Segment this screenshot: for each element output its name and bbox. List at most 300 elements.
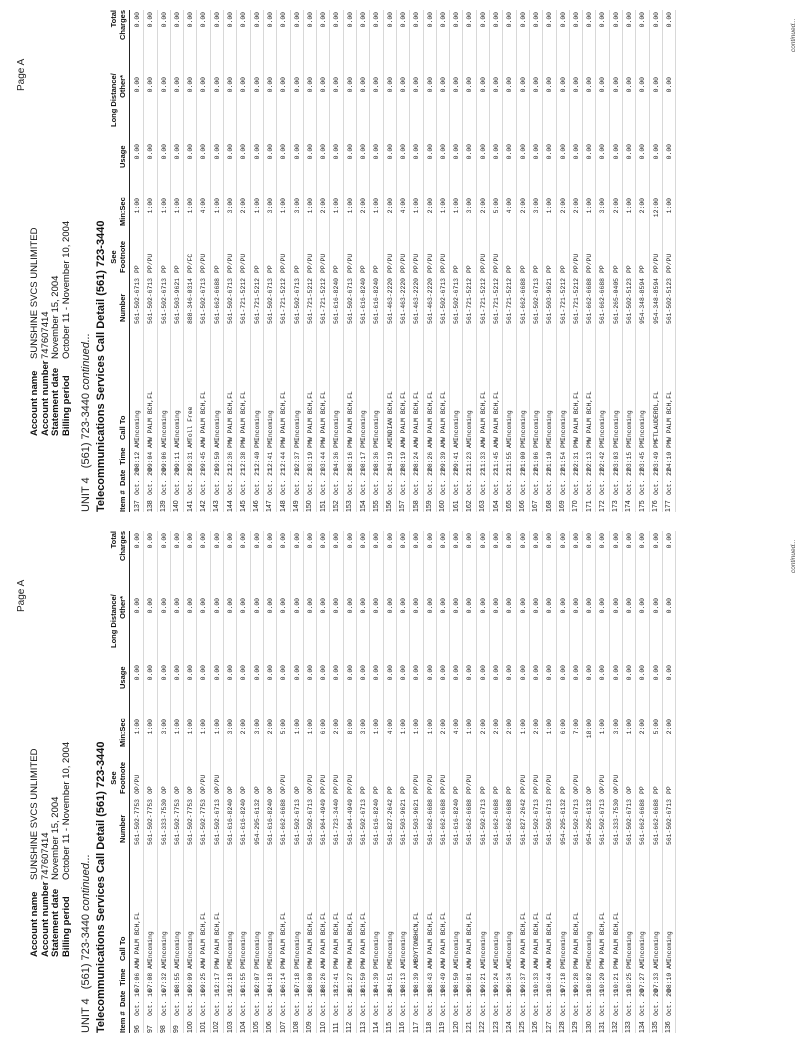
table-row	[490, 10, 503, 512]
usage-charge: 0.00	[439, 665, 447, 681]
call-duration: 3:00	[266, 198, 274, 214]
item-number: 134	[638, 1021, 646, 1033]
call-footnote: PP/PU	[665, 253, 673, 273]
total-charge: 0.00	[147, 533, 155, 549]
total-charge: 0.00	[639, 533, 647, 549]
usage-charge: 0.00	[625, 665, 633, 681]
table-row	[424, 10, 437, 512]
call-duration: 2:00	[572, 198, 580, 214]
total-charge: 0.00	[213, 533, 221, 549]
call-time: 08:17 PM	[360, 440, 368, 471]
call-to: Toll Free	[187, 406, 195, 441]
call-date: Oct. 19	[439, 989, 447, 1016]
call-duration: 1:00	[453, 198, 461, 214]
call-duration: 5:00	[493, 198, 501, 214]
total-charge: 0.00	[413, 12, 421, 28]
long-distance-charge: 0.00	[519, 598, 527, 614]
account-name-label: Account name	[29, 370, 40, 436]
call-duration: 1:00	[306, 719, 314, 735]
call-time: 08:10 AM	[665, 961, 673, 992]
long-distance-charge: 0.00	[200, 77, 208, 93]
call-footnote: PP	[639, 265, 647, 273]
total-charge: 0.00	[625, 12, 633, 28]
call-date: Oct. 19	[572, 989, 580, 1016]
call-number: 561-662-6688	[599, 277, 607, 324]
long-distance-charge: 0.00	[506, 77, 514, 93]
col-minsec: Min:Sec	[117, 197, 127, 226]
usage-charge: 0.00	[665, 665, 673, 681]
total-charge: 0.00	[426, 533, 434, 549]
usage-charge: 0.00	[532, 665, 540, 681]
usage-charge: 0.00	[479, 665, 487, 681]
usage-charge: 0.00	[160, 144, 168, 160]
call-footnote: PP/PU	[320, 774, 328, 794]
call-number: 561-502-7753	[187, 798, 195, 845]
call-number: 561-502-6713	[200, 277, 208, 324]
call-number: 561-502-7753	[173, 798, 181, 845]
call-to: Incoming	[160, 410, 168, 441]
table-row	[410, 531, 423, 1033]
call-footnote: OP/PU	[599, 774, 607, 794]
call-duration: 2:00	[479, 198, 487, 214]
table-row	[251, 531, 264, 1033]
call-footnote: PP	[333, 265, 341, 273]
call-duration: 4:00	[399, 198, 407, 214]
col-item: Item #	[117, 490, 127, 512]
total-charge: 0.00	[506, 533, 514, 549]
item-number: 109	[306, 1021, 314, 1033]
call-footnote: PP	[625, 265, 633, 273]
usage-charge: 0.00	[360, 144, 368, 160]
table-row	[144, 10, 157, 512]
statement-page-right	[0, 1, 809, 522]
call-date: Oct. 22	[625, 468, 633, 495]
usage-charge: 0.00	[134, 665, 141, 681]
call-footnote: PP	[466, 265, 474, 273]
call-duration: 3:00	[466, 198, 474, 214]
item-number: 149	[293, 500, 301, 512]
call-number: 561-616-8240	[373, 798, 381, 845]
call-number: 561-503-9621	[399, 798, 407, 845]
call-number: 561-502-6713	[213, 798, 221, 845]
call-date: Oct. 18	[360, 989, 368, 1016]
total-charge: 0.00	[453, 533, 461, 549]
item-number: 158	[412, 500, 420, 512]
call-time: 09:21 AM	[479, 961, 487, 992]
section-title: Telecommunications Services Call Detail (561) 723-3440	[95, 741, 107, 1033]
call-duration: 2:00	[479, 719, 487, 735]
usage-charge: 0.00	[519, 144, 527, 160]
unit-label: UNIT 4	[80, 998, 92, 1033]
call-date: Oct. 16	[253, 989, 261, 1016]
call-to: W PALM BCH,FL	[426, 391, 434, 441]
usage-charge: 0.00	[227, 665, 235, 681]
total-charge: 0.00	[559, 12, 567, 28]
call-date: Oct. 22	[665, 468, 673, 495]
call-time: 07:18 PM	[559, 961, 567, 992]
usage-charge: 0.00	[546, 665, 554, 681]
call-to: W PALM BCH,FL	[439, 391, 447, 441]
call-date: Oct. 21	[280, 468, 288, 495]
call-time: 03:45 PM	[639, 440, 647, 471]
call-to: BOYTONBHCN,FL	[413, 912, 421, 962]
call-date: Oct. 22	[493, 468, 501, 495]
item-number: 104	[239, 1021, 247, 1033]
call-duration: 5:00	[280, 719, 288, 735]
call-duration: 5:00	[652, 719, 660, 735]
table-row	[610, 10, 623, 512]
call-date: Oct. 20	[652, 989, 660, 1016]
call-to: Incoming	[506, 410, 514, 441]
call-number: 561-721-5212	[306, 277, 314, 324]
call-number: 561-616-8240	[266, 798, 274, 845]
col-footnote-label: Footnote	[117, 240, 127, 273]
call-number: 561-662-6688	[519, 277, 527, 324]
call-number: 561-616-8240	[333, 277, 341, 324]
call-footnote: OP	[240, 786, 248, 794]
total-charge: 0.00	[173, 533, 181, 549]
item-number: 157	[399, 500, 407, 512]
call-date: Oct. 18	[373, 989, 381, 1016]
call-footnote: PP	[373, 786, 381, 794]
table-header	[109, 10, 130, 512]
call-time: 03:19 PM	[306, 440, 314, 471]
call-date: Oct. 19	[559, 989, 567, 1016]
table-row	[424, 531, 437, 1033]
call-to: Incoming	[532, 410, 540, 441]
call-footnote: OP	[147, 786, 155, 794]
long-distance-charge: 0.00	[333, 598, 341, 614]
page-label: Page A	[16, 579, 27, 612]
call-duration: 1:00	[546, 719, 554, 735]
total-charge: 0.00	[240, 533, 248, 549]
call-date: Oct. 21	[293, 468, 301, 495]
usage-charge: 0.00	[240, 665, 248, 681]
call-number: 561-502-6713	[360, 798, 368, 845]
call-footnote: PP	[386, 786, 394, 794]
usage-charge: 0.00	[439, 144, 447, 160]
call-to: Incoming	[665, 931, 673, 962]
usage-charge: 0.00	[266, 665, 274, 681]
call-duration: 2:00	[320, 198, 328, 214]
call-date: Oct. 22	[612, 468, 620, 495]
table-row	[317, 10, 330, 512]
usage-charge: 0.00	[147, 665, 155, 681]
call-date: Oct. 22	[639, 468, 647, 495]
call-date: Oct. 16	[227, 989, 235, 1016]
call-footnote: PP/PU	[426, 253, 434, 273]
long-distance-charge: 0.00	[306, 598, 314, 614]
call-number: 561-662-6688	[493, 798, 501, 845]
long-distance-charge: 0.00	[586, 77, 594, 93]
call-date: Oct. 22	[439, 468, 447, 495]
call-to: Incoming	[253, 410, 261, 441]
call-time: 09:24 AM	[493, 961, 501, 992]
item-number: 148	[279, 500, 287, 512]
item-number: 163	[479, 500, 487, 512]
call-to: W PALM BCH,FL	[532, 912, 540, 962]
item-number: 111	[332, 1022, 340, 1033]
item-number: 154	[359, 500, 367, 512]
item-number: 108	[293, 1021, 301, 1033]
call-to: Incoming	[147, 931, 155, 962]
call-number: 561-502-6713	[453, 277, 461, 324]
statement-page-left	[0, 522, 809, 1043]
call-to: Incoming	[652, 931, 660, 962]
call-number: 561-502-7753	[200, 798, 208, 845]
col-minsec: Min:Sec	[117, 718, 127, 747]
call-date: Oct. 19	[466, 989, 474, 1016]
total-charge: 0.00	[293, 533, 301, 549]
call-duration: 1:00	[213, 198, 221, 214]
call-time: 01:10 PM	[546, 440, 554, 471]
account-number-label: Account number	[39, 360, 51, 436]
call-duration: 2:00	[439, 719, 447, 735]
call-footnote: PP	[253, 265, 261, 273]
total-charge: 0.00	[466, 533, 474, 549]
item-number: 169	[559, 500, 566, 512]
call-duration: 1:00	[253, 198, 261, 214]
long-distance-charge: 0.00	[652, 77, 660, 93]
call-footnote: PP	[453, 786, 461, 794]
call-time: 09:28 PM	[572, 961, 580, 992]
call-date: Oct. 20	[160, 468, 168, 495]
total-charge: 0.00	[346, 533, 354, 549]
call-time: 12:41 PM	[266, 440, 274, 471]
call-time: 09:37 AM	[519, 961, 527, 992]
total-charge: 0.00	[134, 533, 141, 549]
call-to: Incoming	[293, 410, 301, 441]
table-row	[357, 10, 370, 512]
call-date: Oct. 18	[386, 989, 394, 1016]
long-distance-charge: 0.00	[134, 77, 141, 93]
table-row	[291, 531, 304, 1033]
call-date: Oct. 20	[665, 989, 673, 1016]
call-to: Incoming	[586, 931, 594, 962]
total-charge: 0.00	[173, 12, 181, 28]
total-charge: 0.00	[599, 12, 607, 28]
long-distance-charge: 0.00	[426, 77, 434, 93]
long-distance-charge: 0.00	[479, 598, 487, 614]
call-footnote: PP/PU	[546, 774, 554, 794]
call-to: Incoming	[639, 410, 647, 441]
call-number: 561-502-6713	[306, 798, 314, 845]
call-date: Oct. 19	[586, 989, 594, 1016]
usage-charge: 0.00	[532, 144, 540, 160]
call-time: 11:33 AM	[479, 440, 487, 471]
item-number: 97	[146, 1025, 154, 1033]
call-to: W PALM BCH,FL	[200, 912, 208, 962]
usage-charge: 0.00	[293, 665, 301, 681]
col-ld-line1: Long Distance/	[109, 594, 118, 648]
call-time: 08:26 AM	[426, 440, 434, 471]
table-row	[211, 10, 224, 512]
call-to: Incoming	[213, 410, 221, 441]
call-number: 561-721-5212	[479, 277, 487, 324]
call-duration: 3:00	[227, 198, 235, 214]
call-date: Oct. 22	[453, 468, 461, 495]
item-number: 117	[412, 1021, 420, 1033]
call-to: W PALM BCH,FL	[479, 391, 487, 441]
item-number: 140	[173, 500, 181, 512]
table-row	[171, 531, 184, 1033]
call-number: 561-662-6688	[506, 798, 514, 845]
total-charge: 0.00	[386, 12, 394, 28]
item-number: 103	[226, 1021, 234, 1033]
call-date: Oct. 22	[559, 468, 567, 495]
total-charge: 0.00	[360, 533, 368, 549]
usage-charge: 0.00	[559, 144, 567, 160]
call-duration: 1:00	[373, 198, 381, 214]
item-number: 130	[585, 1021, 593, 1033]
col-long-distance	[110, 596, 127, 648]
call-to: Incoming	[173, 410, 181, 441]
long-distance-charge: 0.00	[306, 77, 314, 93]
long-distance-charge: 0.00	[546, 598, 554, 614]
page-label: Page A	[16, 58, 27, 91]
col-total-line2: Charges	[117, 10, 127, 41]
section-title: Telecommunications Services Call Detail (561) 723-3440	[95, 220, 107, 512]
table-row	[610, 531, 623, 1033]
call-time: 10:21 PM	[612, 961, 620, 992]
call-to: W PALM BCH,FL	[346, 391, 354, 441]
total-charge: 0.00	[373, 12, 381, 28]
item-number: 99	[173, 1025, 181, 1033]
table-row	[596, 531, 609, 1033]
continued-footer: continued...	[790, 18, 797, 52]
call-footnote: PP/PU	[386, 253, 394, 273]
long-distance-charge: 0.00	[612, 598, 620, 614]
call-number: 954-348-8594	[639, 277, 647, 324]
usage-charge: 0.00	[639, 665, 647, 681]
call-footnote: PP/PU	[346, 774, 354, 794]
call-duration: 6:00	[559, 719, 567, 735]
table-row	[131, 10, 144, 512]
call-footnote: PP	[506, 265, 514, 273]
call-to: W PALM BCH,FL	[213, 912, 221, 962]
call-date: Oct. 21	[306, 468, 314, 495]
call-duration: 1:00	[586, 198, 594, 214]
call-footnote: PP/PU	[439, 253, 447, 273]
call-time: 12:44 PM	[280, 440, 288, 471]
call-date: Oct. 20	[147, 468, 155, 495]
long-distance-charge: 0.00	[559, 77, 567, 93]
table-row	[490, 531, 503, 1033]
call-to: Incoming	[506, 931, 514, 962]
call-time: 03:03 PM	[612, 440, 620, 471]
item-number: 166	[519, 500, 527, 512]
call-date: Oct. 22	[413, 468, 421, 495]
call-duration: 1:00	[373, 719, 381, 735]
total-charge: 0.00	[426, 12, 434, 28]
call-time: 12:40 PM	[253, 440, 261, 471]
call-footnote: PP	[266, 265, 274, 273]
call-duration: 7:00	[572, 719, 580, 735]
call-number: 561-502-6713	[665, 798, 673, 845]
total-charge: 0.00	[439, 533, 447, 549]
col-total-line1: Total	[109, 531, 118, 549]
long-distance-charge: 0.00	[373, 77, 381, 93]
item-number: 170	[572, 500, 580, 512]
item-number: 137	[133, 500, 141, 512]
table-row	[623, 531, 636, 1033]
call-duration: 1:00	[134, 719, 141, 735]
call-duration: 18:00	[586, 719, 594, 739]
item-number: 128	[559, 1021, 566, 1033]
item-number: 164	[492, 500, 500, 512]
call-number: 561-502-6713	[266, 277, 274, 324]
call-duration: 2:00	[612, 198, 620, 214]
total-charge: 0.00	[373, 533, 381, 549]
call-time: 08:19 AM	[399, 440, 407, 471]
usage-charge: 0.00	[266, 144, 274, 160]
item-number: 125	[519, 1021, 527, 1033]
item-number: 165	[505, 500, 513, 512]
call-to: Incoming	[546, 410, 554, 441]
call-to: W PALM BCH,FL	[280, 391, 288, 441]
call-number: 561-333-7530	[160, 798, 168, 845]
call-to: Incoming	[453, 410, 461, 441]
call-duration: 1:00	[147, 198, 155, 214]
table-row	[171, 10, 184, 512]
call-number: 561-333-7530	[612, 798, 620, 845]
total-charge: 0.00	[227, 533, 235, 549]
call-date: Oct. 20	[173, 468, 181, 495]
call-duration: 1:00	[200, 719, 208, 735]
call-footnote: PP/PU	[346, 253, 354, 273]
item-number: 145	[239, 500, 247, 512]
call-duration: 2:00	[333, 719, 341, 735]
call-footnote: OP	[187, 786, 195, 794]
usage-charge: 0.00	[453, 665, 461, 681]
call-to: W PALM BCH,FL	[306, 391, 314, 441]
item-number: 172	[598, 500, 606, 512]
total-charge: 0.00	[665, 12, 673, 28]
call-number: 561-662-6688	[652, 798, 660, 845]
call-footnote: OP/PU	[612, 774, 620, 794]
call-duration: 1:00	[413, 198, 421, 214]
call-footnote: PP/FC	[187, 253, 195, 273]
total-charge: 0.00	[532, 12, 540, 28]
call-date: Oct. 22	[506, 468, 514, 495]
total-charge: 0.00	[147, 12, 155, 28]
total-charge: 0.00	[213, 12, 221, 28]
item-number: 162	[465, 500, 473, 512]
call-date: Oct. 19	[532, 989, 540, 1016]
call-footnote: PP	[652, 786, 660, 794]
call-duration: 3:00	[599, 198, 607, 214]
long-distance-charge: 0.00	[426, 598, 434, 614]
call-number: 561-463-2220	[386, 277, 394, 324]
call-duration: 1:00	[173, 719, 181, 735]
call-to: Incoming	[160, 931, 168, 962]
usage-charge: 0.00	[466, 665, 474, 681]
call-to: Incoming	[599, 410, 607, 441]
call-date: Oct. 22	[399, 468, 407, 495]
call-number: 561-721-5212	[253, 277, 261, 324]
billing-period: October 11 - November 10, 2004	[60, 220, 72, 359]
call-duration: 4:00	[386, 719, 394, 735]
call-to: W PALM BCH,FL	[306, 912, 314, 962]
call-footnote: PP	[519, 265, 527, 273]
call-to: Incoming	[187, 931, 195, 962]
col-call-to: Call To	[117, 415, 127, 440]
call-date: Oct. 16	[266, 989, 274, 1016]
call-footnote: PP/PU	[586, 253, 594, 273]
long-distance-charge: 0.00	[333, 77, 341, 93]
call-duration: 1:00	[333, 198, 341, 214]
item-number: 101	[199, 1021, 207, 1033]
